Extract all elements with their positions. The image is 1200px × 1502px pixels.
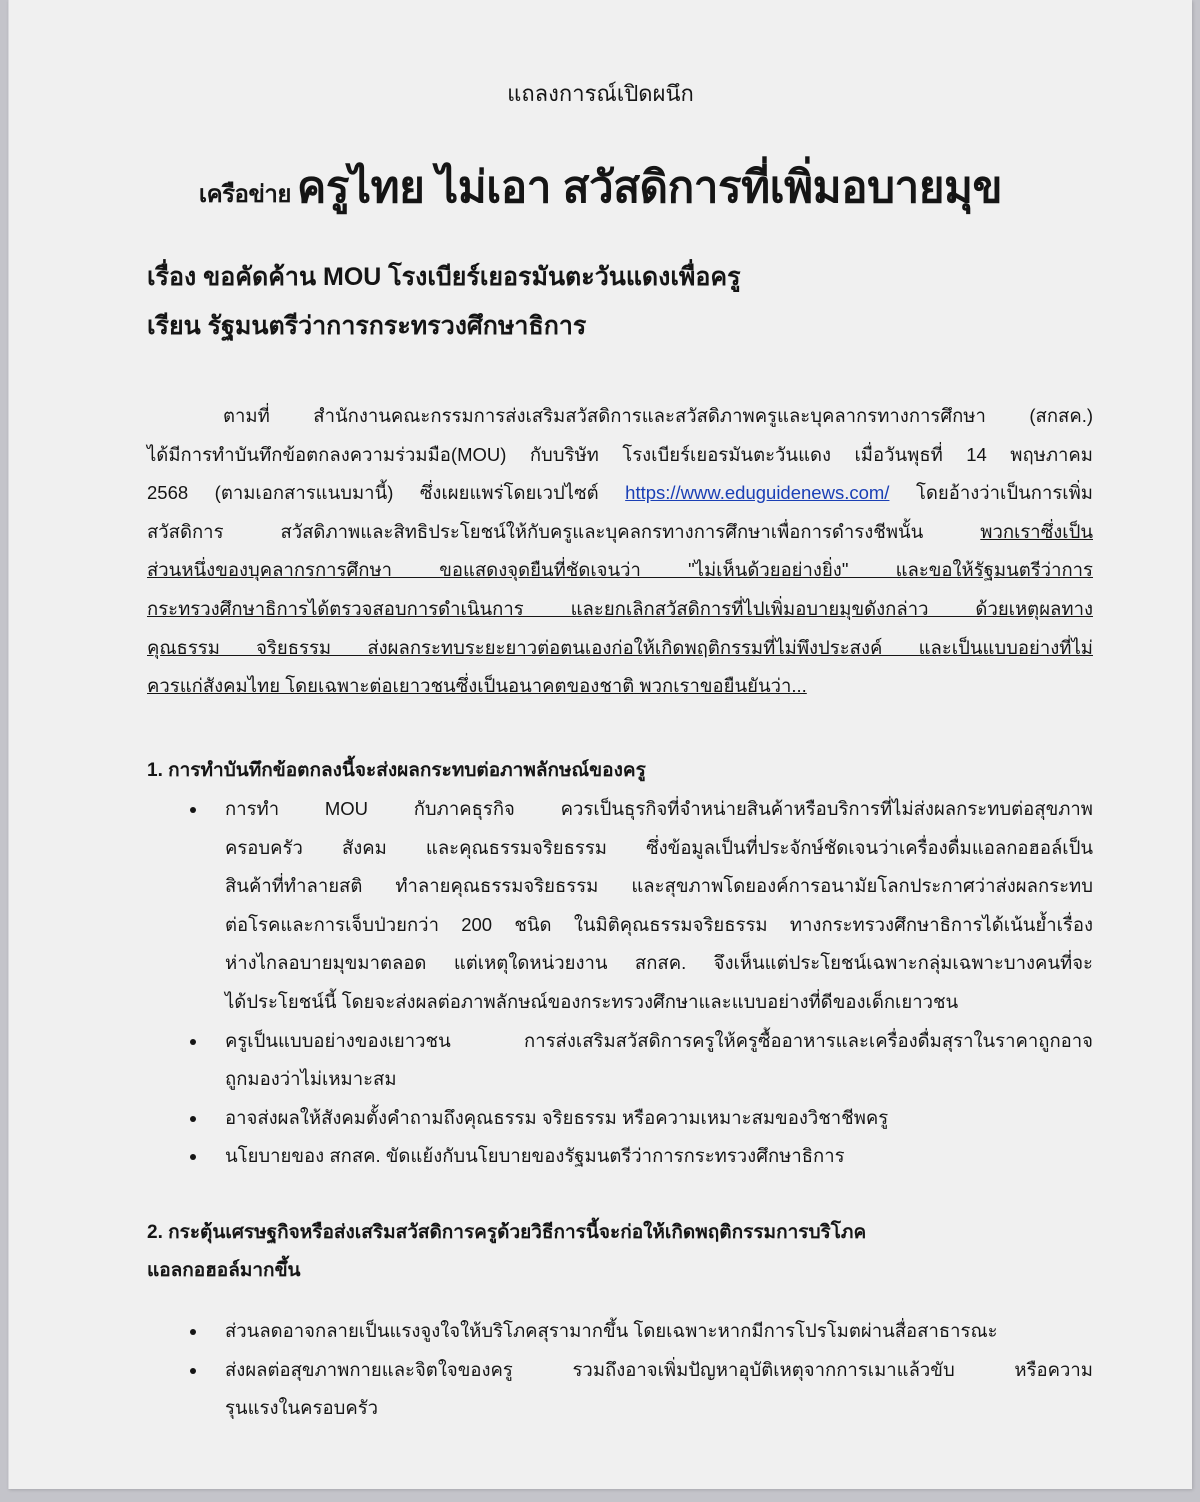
bullet-icon: [190, 807, 196, 813]
bullet-line: ครูเป็นแบบอย่างของเยาวชน การส่งเสริมสวัสดิการครูให้ครูซื้ออาหารและเครื่องดื่มสุราในราคาถูกอาจ: [225, 1029, 1093, 1051]
intro-paragraph: [147, 397, 1093, 706]
bullet-line: ถูกมองว่าไม่เหมาะสม: [225, 1068, 397, 1090]
intro-text: 2568 (ตามเอกสารแนบมานี้) ซึ่งเผยแพร่โดยเวปไซต์: [147, 482, 626, 504]
eduguidenews-link[interactable]: https://www.eduguidenews.com/: [625, 482, 890, 504]
list-item: [147, 1137, 1093, 1176]
section-2-heading-line: 2. กระตุ้นเศรษฐกิจหรือส่งเสริมสวัสดิการครูด้วยวิธีการนี้จะก่อให้เกิดพฤติกรรมการบริโภค: [147, 1222, 867, 1243]
bullet-line: ครอบครัว สังคม และคุณธรรมจริยธรรม ซึ่งข้อมูลเป็นที่ประจักษ์ชัดเจนว่าเครื่องดื่มแอลกอฮอล์เป็น: [225, 836, 1093, 858]
bullet-line: สินค้าที่ทำลายสติ ทำลายคุณธรรมจริยธรรม และสุขภาพโดยองค์การอนามัยโลกประกาศว่าส่งผลกระทบ: [225, 875, 1093, 897]
intro-line: ตามที่ สำนักงานคณะกรรมการส่งเสริมสวัสดิการและสวัสดิภาพครูและบุคลากรทางการศึกษา (สกสค.): [223, 405, 1093, 426]
section-1-bullets: [147, 790, 1093, 1176]
underlined-line: ส่วนหนึ่งของบุคลากรการศึกษา ขอแสดงจุดยืนที่ชัดเจนว่า "ไม่เห็นด้วยอย่างยิ่ง" และขอให้รัฐมนตรีว่าการ: [147, 559, 1093, 581]
list-item: [147, 790, 1093, 1022]
document-page: [8, 0, 1192, 1489]
list-item: [147, 1312, 1093, 1351]
underlined-line: ควรแก่สังคมไทย โดยเฉพาะต่อเยาวชนซึ่งเป็นอนาคตของชาติ พวกเราขอยืนยันว่า...: [147, 675, 807, 697]
bullet-line: การทำ MOU กับภาคธุรกิจ ควรเป็นธุรกิจที่จำหน่ายสินค้าหรือบริการที่ไม่ส่งผลกระทบต่อสุขภาพ: [225, 798, 1093, 819]
section-2-heading: [147, 1214, 866, 1290]
bullet-line: ห่างไกลอบายมุขมาตลอด แต่เหตุใดหน่วยงาน สกสค. จึงเห็นแต่ประโยชน์เฉพาะกลุ่มเฉพาะบางคนที่จะ: [225, 952, 1093, 974]
section-2-bullets: [147, 1312, 1093, 1428]
title-prefix: เครือข่าย: [198, 181, 291, 208]
list-item: [147, 1022, 1093, 1099]
bullet-line: อาจส่งผลให้สังคมตั้งคำถามถึงคุณธรรม จริยธรรม หรือความเหมาะสมของวิชาชีพครู: [225, 1106, 889, 1128]
title-main: ครูไทย ไม่เอา สวัสดิการที่เพิ่มอบายมุข: [296, 163, 1003, 212]
bullet-line: รุนแรงในครอบครัว: [225, 1397, 379, 1419]
subject-line: เรื่อง ขอคัดค้าน MOU โรงเบียร์เยอรมันตะวันแดงเพื่อครู: [147, 263, 741, 291]
list-item: [147, 1351, 1093, 1428]
open-letter-label: แถลงการณ์เปิดผนึก: [507, 81, 694, 106]
underlined-line: กระทรวงศึกษาธิการได้ตรวจสอบการดำเนินการ และยกเลิกสวัสดิการที่ไปเพิ่มอบายมุขดังกล่าว ด้วยเหตุผลทาง: [147, 597, 1093, 619]
bullet-icon: [190, 1154, 196, 1160]
bullet-line: นโยบายของ สกสค. ขัดแย้งกับนโยบายของรัฐมนตรีว่าการกระทรวงศึกษาธิการ: [225, 1145, 845, 1167]
bullet-line: ส่งผลต่อสุขภาพกายและจิตใจของครู รวมถึงอาจเพิ่มปัญหาอุบัติเหตุจากการเมาแล้วขับ หรือความ: [225, 1358, 1093, 1380]
section-1-heading: 1. การทำบันทึกข้อตกลงนี้จะส่งผลกระทบต่อภาพลักษณ์ของครู: [147, 760, 646, 781]
bullet-line: ได้ประโยชน์นี้ โดยจะส่งผลต่อภาพลักษณ์ของกระทรวงศึกษาและแบบอย่างที่ดีของเด็กเยาวชน: [225, 990, 959, 1012]
intro-line: [147, 474, 1093, 513]
intro-text: โดยอ้างว่าเป็นการเพิ่ม: [889, 482, 1093, 504]
intro-text: สวัสดิการ สวัสดิภาพและสิทธิประโยชน์ให้กับครูและบุคลกรทางการศึกษาเพื่อการดำรงชีพนั้น: [147, 520, 981, 542]
intro-line: [147, 513, 1093, 552]
list-item: [147, 1099, 1093, 1138]
underlined-text: พวกเราซึ่งเป็น: [980, 520, 1093, 542]
bullet-line: ต่อโรคและการเจ็บป่วยกว่า 200 ชนิด ในมิติคุณธรรมจริยธรรม ทางกระทรวงศึกษาธิการได้เน้นย้ำเรื่อง: [225, 913, 1093, 935]
bullet-icon: [190, 1329, 196, 1335]
document-title: [9, 152, 1192, 222]
bullet-icon: [190, 1039, 196, 1045]
bullet-line: ส่วนลดอาจกลายเป็นแรงจูงใจให้บริโภคสุรามากขึ้น โดยเฉพาะหากมีการโปรโมตผ่านสื่อสาธารณะ: [225, 1320, 998, 1341]
salutation-line: เรียน รัฐมนตรีว่าการกระทรวงศึกษาธิการ: [147, 312, 587, 340]
section-2-heading-line: แอลกอฮอล์มากขึ้น: [147, 1260, 301, 1281]
bullet-icon: [190, 1368, 196, 1374]
underlined-line: คุณธรรม จริยธรรม ส่งผลกระทบระยะยาวต่อตนเองก่อให้เกิดพฤติกรรมที่ไม่พึงประสงค์ และเป็นแบบอย่างที่ไม่: [147, 636, 1093, 658]
bullet-icon: [190, 1116, 196, 1122]
intro-line: ได้มีการทำบันทึกข้อตกลงความร่วมมือ(MOU) กับบริษัท โรงเบียร์เยอรมันตะวันแดง เมื่อวันพุธที่ 14 พฤษภาคม: [147, 443, 1093, 465]
